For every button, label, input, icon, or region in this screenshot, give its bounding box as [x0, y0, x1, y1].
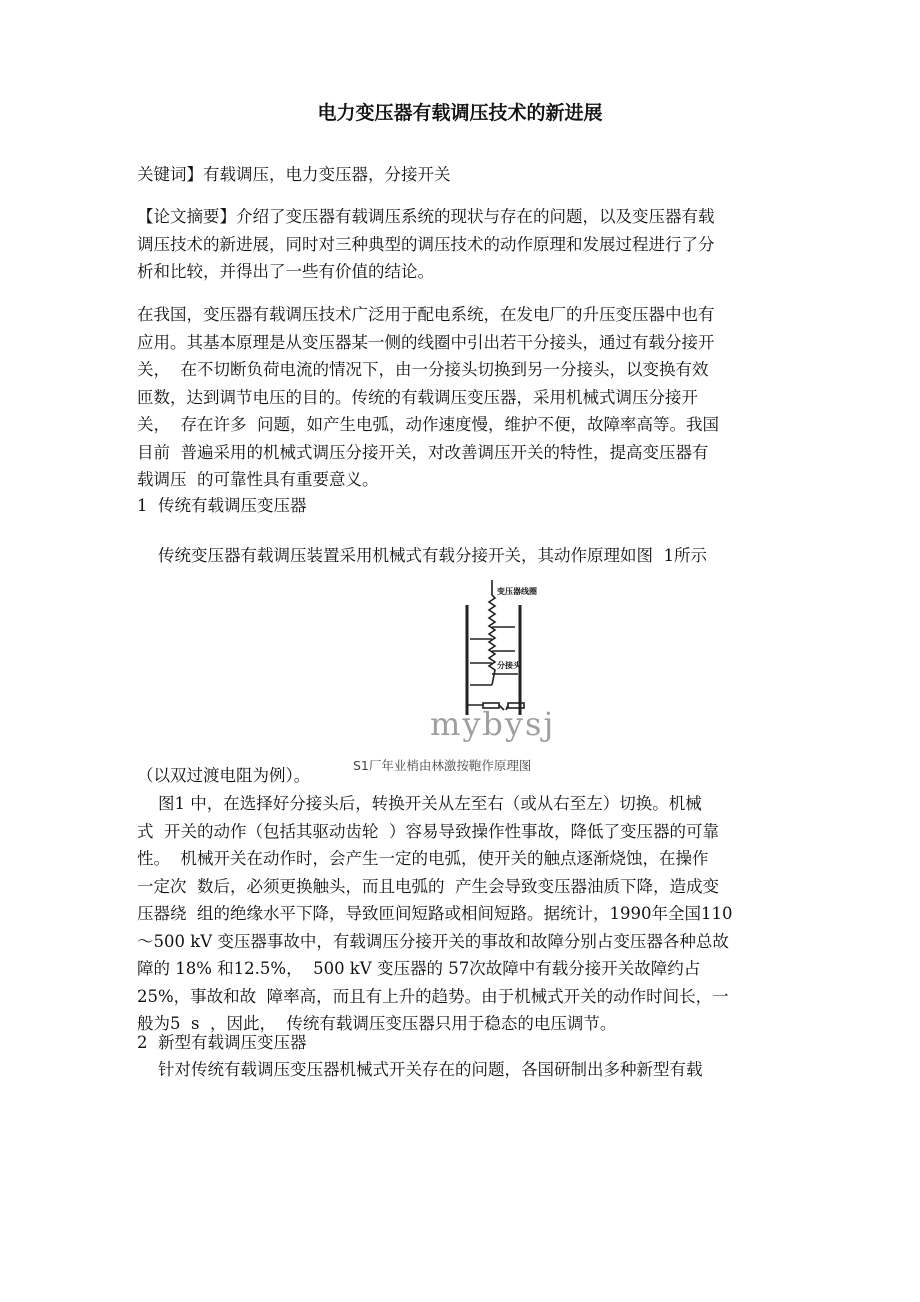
section-1-body: [137, 790, 797, 1038]
figure-caption: S1厂年业梢由林激按鞄作原理图: [353, 758, 532, 773]
watermark: mybysj: [430, 705, 556, 743]
text-line: 压器绕 组的绝缘水平下降，导致匝间短路或相间短路。据统计，1990年全国110: [137, 904, 733, 923]
section-2-heading: [137, 1029, 797, 1057]
text-line: 障的 18% 和12.5%， 500 kV 变压器的 57次故障中有载分接开关故障约占: [137, 959, 701, 978]
text-line: 应用。其基本原理是从变压器某一侧的线圈中引出若干分接头，通过有载分接开: [137, 332, 715, 352]
text-line: 25%，事故和故 障率高，而且有上升的趋势。由于机械式开关的动作时间长，一: [137, 986, 729, 1006]
text-line: 传统变压器有载调压装置采用机械式有载分接开关，其动作原理如图 1所示: [137, 546, 707, 565]
text-line: 目前 普遍采用的机械式调压分接开关，对改善调压开关的特性，提高变压器有: [137, 442, 709, 462]
section-2-body: [137, 1056, 797, 1084]
text-line: 调压技术的新进展，同时对三种典型的调压技术的动作原理和发展过程进行了分: [137, 234, 715, 254]
section-1-heading: [137, 492, 797, 520]
tap-label: 分接头: [497, 660, 521, 670]
text-line: 针对传统有载调压变压器机械式开关存在的问题，各国研制出多种新型有载: [137, 1060, 703, 1079]
figure-continuation: [137, 762, 797, 790]
text-line: 【论文摘要】介绍了变压器有载调压系统的现状与存在的问题，以及变压器有载: [137, 207, 715, 226]
text-line: 式 开关的动作（包括其驱动齿轮 ）容易导致操作性事故，降低了变压器的可靠: [137, 821, 719, 841]
text-line: 般为5 s ，因此， 传统有载调压变压器只用于稳态的电压调节。: [137, 1014, 617, 1033]
text-line: 性。 机械开关在动作时，会产生一定的电弧，使开关的触点逐渐烧蚀，在操作: [137, 849, 709, 868]
text-line: 载调压 的可靠性具有重要意义。: [137, 470, 379, 489]
keywords: [137, 161, 797, 189]
text-line: 关， 存在许多 问题，如产生电弧，动作速度慢，维护不便，故障率高等。我国: [137, 415, 719, 434]
coil-label: 变压器线圈: [497, 586, 537, 596]
text-line: 关， 在不切断负荷电流的情况下，由一分接头切换到另一分接头，以变换有效: [137, 360, 709, 379]
section-1-lead: [137, 542, 797, 570]
text-line: ～500 kV 变压器事故中，有载调压分接开关的事故和故障分别占变压器各种总故: [137, 931, 729, 951]
text-line: 2 新型有载调压变压器: [137, 1033, 307, 1052]
text-line: 1 传统有载调压变压器: [137, 496, 307, 515]
abstract: [137, 203, 797, 286]
intro-paragraph: [137, 301, 797, 494]
document-title: 电力变压器有载调压技术的新进展: [317, 102, 603, 124]
text-line: 在我国，变压器有载调压技术广泛用于配电系统，在发电厂的升压变压器中也有: [137, 305, 715, 324]
text-line: 关键词】有载调压，电力变压器，分接开关: [137, 165, 451, 184]
text-line: 一定次 数后，必须更换触头，而且电弧的 产生会导致变压器油质下降，造成变: [137, 876, 719, 896]
text-line: 析和比较，并得出了一些有价值的结论。: [137, 262, 434, 281]
text-line: 匝数，达到调节电压的目的。传统的有载调压变压器，采用机械式调压分接开: [137, 387, 698, 407]
text-line: 图1 中，在选择好分接头后，转换开关从左至右（或从右至左）切换。机械: [137, 794, 702, 813]
text-line: （以双过渡电阻为例）。: [137, 766, 311, 785]
